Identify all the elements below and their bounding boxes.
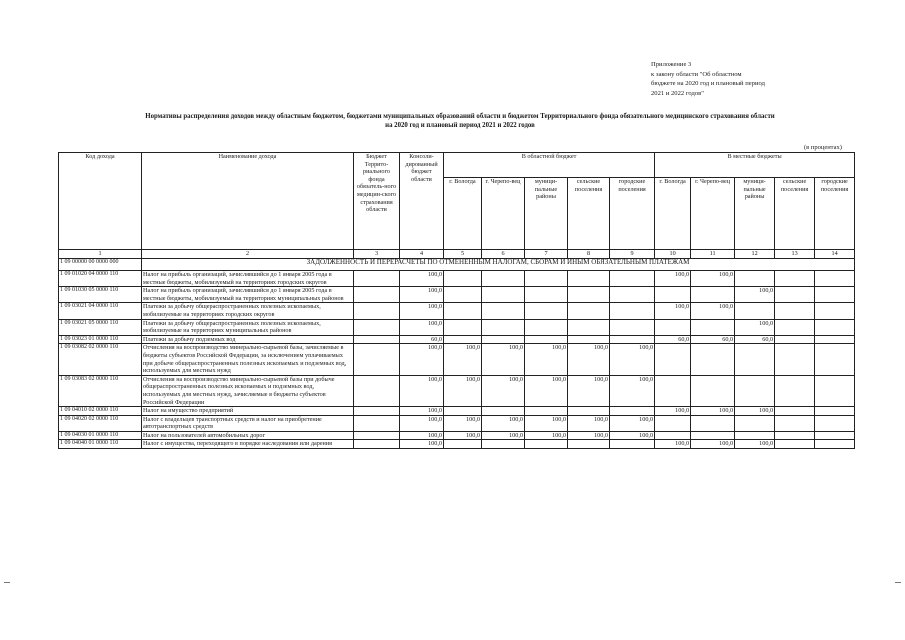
rate-cell [568,335,610,344]
rate-cell [655,344,691,375]
column-number: 13 [775,250,815,259]
rate-cell: 60,0 [735,335,775,344]
rate-cell [735,344,775,375]
rate-cell: 100,0 [691,407,735,416]
rate-cell: 100,0 [400,344,444,375]
table-row [59,407,855,416]
rate-cell [444,287,482,303]
rate-cell: 100,0 [400,287,444,303]
column-number: 2 [142,250,354,259]
rate-cell [444,319,482,335]
rate-cell: 100,0 [400,375,444,406]
table-row [59,440,855,449]
appendix-note [651,60,765,98]
rate-cell [610,440,655,449]
income-name: Налог на прибыль организаций, зачислявшийся до 1 января 2005 года в местные бюджеты, мобилизуемый на территориях городских округов [142,271,354,287]
rate-cell [815,375,855,406]
rate-cell [655,415,691,431]
rate-cell [444,271,482,287]
table-row [59,375,855,406]
rate-cell [525,440,568,449]
income-name: Налог на прибыль организаций, зачислявшийся до 1 января 2005 года в местные бюджеты, мобилизуемый на территориях муниципальных районов [142,287,354,303]
rate-cell [525,271,568,287]
rate-cell: 100,0 [691,303,735,319]
rate-cell: 100,0 [735,287,775,303]
subheader: муници-пальные районы [735,178,775,250]
rate-cell [815,303,855,319]
rate-cell: 100,0 [482,415,525,431]
rate-cell [655,375,691,406]
rate-cell [691,431,735,440]
subheader: г. Вологда [655,178,691,250]
income-name: Платежи за добычу общераспространенных полезных ископаемых, мобилизуемые на территориях муниципальных районов [142,319,354,335]
rate-cell: 100,0 [482,375,525,406]
rate-cell [444,303,482,319]
rate-cell: 100,0 [444,431,482,440]
rate-cell [568,319,610,335]
appendix-line: бюджете на 2020 год и плановый период [651,80,765,87]
rate-cell [775,344,815,375]
rate-cell: 100,0 [655,440,691,449]
rate-cell [354,440,400,449]
income-name: Отчисления на воспроизводство минерально-сырьевой базы при добыче общераспространенных полезных ископаемых и подземных вод, используемых для местных нужд, зачисляемые в бюджеты субъектов Российской Федерации [142,375,354,406]
appendix-line: Приложение 3 [651,61,692,68]
rate-cell [775,287,815,303]
subheader: г. Черепо-вец [691,178,735,250]
income-name: Налог на пользователей автомобильных дорог [142,431,354,440]
rate-cell [735,431,775,440]
rate-cell: 100,0 [610,431,655,440]
rate-cell [655,287,691,303]
income-name: Налог с владельцев транспортных средств и налог на приобретение автотранспортных средств [142,415,354,431]
document-title-line2: на 2020 год и плановый период 2021 и 2022 годов [385,122,535,129]
rate-cell [775,375,815,406]
rate-cell [444,440,482,449]
rate-cell [568,440,610,449]
rate-cell [775,319,815,335]
subheader: городские поселения [815,178,855,250]
rate-cell: 100,0 [482,431,525,440]
income-code: 1 09 04010 02 0000 110 [59,407,142,416]
income-name: Налог с имущества, переходящего в порядке наследования или дарения [142,440,354,449]
column-number: 1 [59,250,142,259]
rate-cell [354,375,400,406]
subheader: городские поселения [610,178,655,250]
rate-cell [735,415,775,431]
rate-cell [482,287,525,303]
rate-cell [482,303,525,319]
rate-cell [610,303,655,319]
rate-cell: 100,0 [568,431,610,440]
column-number: 14 [815,250,855,259]
rate-cell [775,303,815,319]
rate-cell [815,287,855,303]
rate-cell [354,335,400,344]
rate-cell [354,415,400,431]
income-name: Налог на имущество предприятий [142,407,354,416]
header-tfoms: Бюджет Террито-риального фонда обязатель-ного медицин-ского страхования области [354,153,400,250]
income-name: Платежи за добычу общераспространенных полезных ископаемых, мобилизуемые на территориях городских округов [142,303,354,319]
norms-table [58,152,855,449]
rate-cell: 100,0 [400,440,444,449]
income-code: 1 09 03082 02 0000 110 [59,344,142,375]
table-row [59,415,855,431]
table-row [59,344,855,375]
rate-cell: 100,0 [610,375,655,406]
table-row [59,431,855,440]
income-code: 1 09 01030 05 0000 110 [59,287,142,303]
appendix-line: 2021 и 2022 годов" [651,89,704,97]
rate-cell: 100,0 [735,407,775,416]
table-row [59,319,855,335]
crop-mark [895,582,901,583]
rate-cell: 100,0 [444,375,482,406]
section-row [59,259,855,271]
header-name: Наименование дохода [142,153,354,250]
document-title-line1: Нормативы распределения доходов между областным бюджетом, бюджетами муниципальных образований области и бюджетом Территориального фонда обязательного медицинского страхования области [145,113,775,120]
subheader: г. Вологда [444,178,482,250]
rate-cell [354,271,400,287]
rate-cell: 100,0 [691,271,735,287]
rate-cell [354,319,400,335]
rate-cell: 100,0 [691,440,735,449]
rate-cell [610,335,655,344]
rate-cell [354,287,400,303]
rate-cell [691,415,735,431]
table-row [59,271,855,287]
income-code: 1 09 04040 01 0000 110 [59,440,142,449]
rate-cell [525,407,568,416]
rate-cell [525,303,568,319]
rate-cell [815,407,855,416]
income-code: 1 09 03021 05 0000 110 [59,319,142,335]
subheader: г. Черепо-вец [482,178,525,250]
table-row [59,287,855,303]
rate-cell [482,319,525,335]
rate-cell: 100,0 [610,344,655,375]
rate-cell: 100,0 [400,407,444,416]
table-row [59,303,855,319]
rate-cell [691,344,735,375]
rate-cell: 100,0 [735,440,775,449]
rate-cell: 100,0 [568,415,610,431]
rate-cell [775,335,815,344]
income-code: 1 09 03021 04 0000 110 [59,303,142,319]
rate-cell [815,415,855,431]
income-code: 1 09 04020 02 0000 110 [59,415,142,431]
rate-cell [691,287,735,303]
rate-cell [775,415,815,431]
income-code: 1 09 01020 04 0000 110 [59,271,142,287]
rate-cell [525,335,568,344]
rate-cell [568,303,610,319]
column-number: 7 [525,250,568,259]
rate-cell: 100,0 [482,344,525,375]
rate-cell [354,344,400,375]
rate-cell: 100,0 [400,303,444,319]
rate-cell [525,287,568,303]
column-number: 3 [354,250,400,259]
rate-cell [775,407,815,416]
rate-cell: 60,0 [400,335,444,344]
column-number: 4 [400,250,444,259]
rate-cell [815,319,855,335]
header-regional-budget: В областной бюджет [444,153,655,178]
rate-cell: 100,0 [525,344,568,375]
rate-cell [815,344,855,375]
rate-cell: 100,0 [655,407,691,416]
column-number: 9 [610,250,655,259]
rate-cell: 100,0 [400,431,444,440]
section-code: 1 09 00000 00 0000 000 [59,259,142,271]
income-code: 1 09 04030 01 0000 110 [59,431,142,440]
rate-cell: 100,0 [444,415,482,431]
column-number: 5 [444,250,482,259]
rate-cell [815,440,855,449]
income-code: 1 09 03023 01 0000 110 [59,335,142,344]
column-number: 8 [568,250,610,259]
rate-cell [775,271,815,287]
subheader: сельские поселения [568,178,610,250]
column-number: 11 [691,250,735,259]
document-title [60,112,860,130]
section-title: ЗАДОЛЖЕННОСТЬ И ПЕРЕРАСЧЕТЫ ПО ОТМЕНЕННЫМ НАЛОГАМ, СБОРАМ И ИНЫМ ОБЯЗАТЕЛЬНЫМ ПЛАТЕЖАМ [142,259,855,271]
column-number: 10 [655,250,691,259]
rate-cell: 100,0 [400,319,444,335]
rate-cell: 100,0 [568,375,610,406]
rate-cell [568,287,610,303]
rate-cell [525,319,568,335]
rate-cell [775,440,815,449]
rate-cell [482,407,525,416]
rate-cell [610,319,655,335]
column-number: 6 [482,250,525,259]
column-number: 12 [735,250,775,259]
rate-cell [354,407,400,416]
rate-cell [691,375,735,406]
rate-cell [655,431,691,440]
rate-cell [815,335,855,344]
subheader: муници-пальные районы [525,178,568,250]
rate-cell [775,431,815,440]
rate-cell [815,431,855,440]
rate-cell: 60,0 [691,335,735,344]
rate-cell: 100,0 [568,344,610,375]
rate-cell: 100,0 [400,271,444,287]
column-number-row [59,250,855,259]
rate-cell [444,335,482,344]
table-row [59,335,855,344]
rate-cell: 60,0 [655,335,691,344]
rate-cell [691,319,735,335]
appendix-line: к закону области "Об областном [651,70,742,78]
income-name: Отчисления на воспроизводство минерально-сырьевой базы, зачисляемые в бюджеты субъектов Российской Федерации, за исключением уплачиваемых при добыче общераспространенных полезных ископаемых и подземных вод, используемых для местных нужд [142,344,354,375]
rate-cell [354,303,400,319]
rate-cell: 100,0 [525,431,568,440]
rate-cell: 100,0 [525,415,568,431]
subheader: сельские поселения [775,178,815,250]
crop-mark [4,582,10,583]
rate-cell: 100,0 [400,415,444,431]
rate-cell [444,407,482,416]
header-local-budgets: В местные бюджеты [655,153,855,178]
rate-cell [735,271,775,287]
rate-cell: 100,0 [610,415,655,431]
rate-cell [610,407,655,416]
header-consolidated: Консоли-дированный бюджет области [400,153,444,250]
rate-cell: 100,0 [735,319,775,335]
rate-cell [655,319,691,335]
rate-cell [482,271,525,287]
income-code: 1 09 03083 02 0000 110 [59,375,142,406]
rate-cell [735,375,775,406]
rate-cell: 100,0 [525,375,568,406]
rate-cell [482,440,525,449]
header-code: Код дохода [59,153,142,250]
rate-cell [354,431,400,440]
rate-cell [568,407,610,416]
rate-cell [610,271,655,287]
rate-cell [482,335,525,344]
rate-cell [610,287,655,303]
income-name: Платежи за добычу подземных вод [142,335,354,344]
rate-cell [568,271,610,287]
rate-cell [735,303,775,319]
unit-note: (в процентах) [804,144,842,151]
rate-cell: 100,0 [655,271,691,287]
rate-cell: 100,0 [444,344,482,375]
rate-cell: 100,0 [655,303,691,319]
rate-cell [815,271,855,287]
